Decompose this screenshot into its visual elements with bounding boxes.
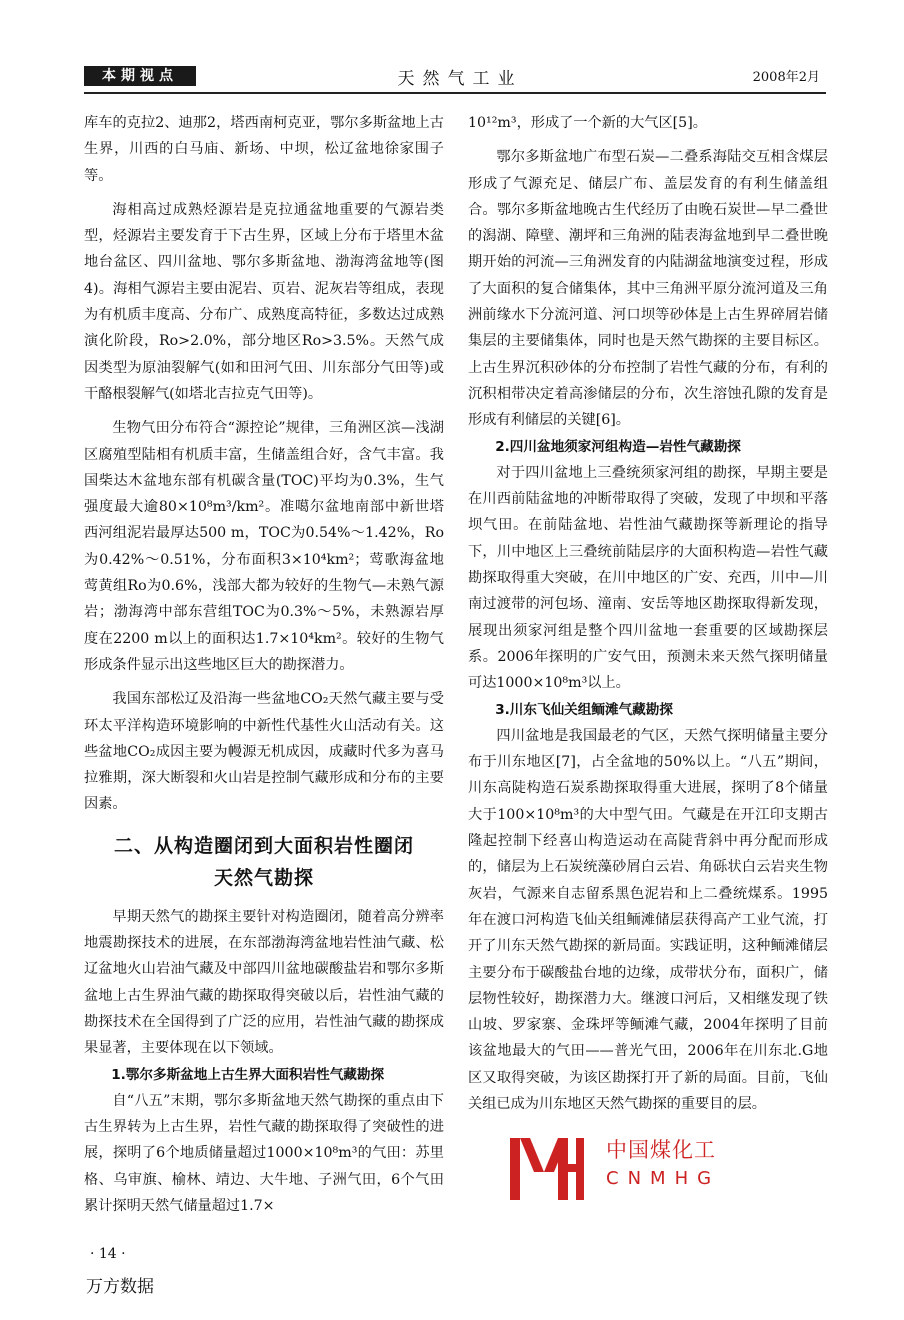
watermark-name: 中国煤化工	[606, 1134, 716, 1164]
section-heading-line: 二、从构造圈闭到大面积岩性圈闭	[113, 834, 414, 857]
subsection-heading: 1.鄂尔多斯盆地上古生界大面积岩性气藏勘探	[111, 1066, 385, 1083]
paragraph: 早期天然气的勘探主要针对构造圈闭，随着高分辨率地震勘探技术的进展，在东部渤海湾盆地岩性油气藏、松辽盆地火山岩油气藏及中部四川盆地碳酸盐岩和鄂尔多斯盆地上古生界油气藏的勘探取得突破以后，岩性油气藏的勘探技术在全国得到了广泛的应用，岩性油气藏的勘探成果显著，主要体现在以下领域。	[84, 908, 444, 1057]
subsection-heading: 3.川东飞仙关组鲕滩气藏勘探	[495, 701, 673, 718]
section-heading-line: 天然气勘探	[213, 866, 314, 889]
paragraph: 鄂尔多斯盆地广布型石炭—二叠系海陆交互相含煤层形成了气源充足、储层广布、盖层发育的有利生储盖组合。鄂尔多斯盆地晚古生代经历了由晚石炭世—早二叠世的潟湖、障壁、潮坪和三角洲的陆表海盆地到早二叠世晚期开始的河流—三角洲发育的内陆湖盆地演变过程，形成了大面积的复合储集体，其中三角洲平原分流河道及三角洲前缘水下分流河道、河口坝等砂体是上古生界碎屑岩储集层的主要储集体，同时也是天然气勘探的主要目标区。上古生界沉积砂体的分布控制了岩性气藏的分布，有利的沉积相带决定着高渗储层的分布，次生溶蚀孔隙的发育是形成有利储层的关键[6]。	[468, 149, 828, 429]
paragraph: 10¹²m³，形成了一个新的大气区[5]。	[468, 115, 707, 131]
left-column	[84, 110, 444, 1219]
paragraph: 海相高过成熟烃源岩是克拉通盆地重要的气源岩类型，烃源岩主要发育于下古生界，区域上分布于塔里木盆地台盆区、四川盆地、鄂尔多斯盆地、渤海湾盆地等(图4)。海相气源岩主要由泥岩、页岩、泥灰岩等组成，表现为有机质丰度高、分布广、成熟度高特征，多数达过成熟演化阶段，Ro>2.0%，部分地区Ro>3.5%。天然气成因类型为原油裂解气(如和田河气田、川东部分气田等)或干酪根裂解气(如塔北吉拉克气田等)。	[84, 201, 444, 402]
watermark-abbr: CNMHG	[606, 1168, 721, 1189]
subsection-heading: 2.四川盆地须家河组构造—岩性气藏勘探	[495, 438, 741, 455]
right-column	[468, 110, 828, 1117]
watermark-logo	[506, 1134, 822, 1204]
mh-logo-icon	[506, 1134, 596, 1204]
paragraph: 对于四川盆地上三叠统须家河组的勘探，早期主要是在川西前陆盆地的冲断带取得了突破，发现了中坝和平落坝气田。在前陆盆地、岩性油气藏勘探等新理论的指导下，川中地区上三叠统前陆层序的大面积构造—岩性气藏勘探取得重大突破，在川中地区的广安、充西，川中—川南过渡带的河包场、潼南、安岳等地区勘探取得新发现，展现出须家河组是整个四川盆地一套重要的区域勘探层系。2006年探明的广安气田，预测未来天然气探明储量可达1000×10⁸m³以上。	[468, 464, 828, 692]
paragraph: 生物气田分布符合“源控论”规律，三角洲区滨—浅湖区腐殖型陆相有机质丰富，生储盖组合好，含气丰富。我国柴达木盆地东部有机碳含量(TOC)平均为0.3%，生气强度最大逾80×10⁸m³/km²。准噶尔盆地南部中新世塔西河组泥岩最厚达500 m，TOC为0.54%～1.42%，Ro为0.42%～0.51%，分布面积3×10⁴km²；莺歌海盆地莺黄组Ro为0.6%，浅部大都为较好的生物气—未熟气源岩；渤海湾中部东营组TOC为0.3%～5%，未熟源岩厚度在2200 m以上的面积达1.7×10⁴km²。较好的生物气形成条件显示出这些地区巨大的勘探潜力。	[84, 420, 444, 673]
page-number: · 14 ·	[90, 1246, 126, 1262]
paragraph: 我国东部松辽及沿海一些盆地CO₂天然气藏主要与受环太平洋构造环境影响的中新性代基性火山活动有关。这些盆地CO₂成因主要为幔源无机成因，成藏时代多为喜马拉雅期，深大断裂和火山岩是控制气藏形成和分布的主要因素。	[84, 691, 444, 813]
paragraph: 自“八五”末期，鄂尔多斯盆地天然气勘探的重点由下古生界转为上古生界，岩性气藏的勘探取得了突破性的进展，探明了6个地质储量超过1000×10⁸m³的气田：苏里格、乌审旗、榆林、靖边、大牛地、子洲气田，6个气田累计探明天然气储量超过1.7×	[84, 1092, 444, 1214]
journal-title: 天然气工业	[397, 69, 523, 89]
source-label: 万方数据	[86, 1277, 154, 1297]
paragraph: 库车的克拉2、迪那2，塔西南柯克亚，鄂尔多斯盆地上古生界，川西的白马庙、新场、中坝，松辽盆地徐家围子等。	[84, 115, 444, 184]
section-tag: 本期视点	[84, 66, 196, 86]
header-divider	[84, 92, 826, 94]
paragraph: 四川盆地是我国最老的气区，天然气探明储量主要分布于川东地区[7]，占全盆地的50%以上。“八五”期间，川东高陡构造石炭系勘探取得重大进展，探明了8个储量大于100×10⁸m³的大中型气田。气藏是在开江印支期古隆起控制下经喜山构造运动在高陡背斜中再分配而形成的，储层为上石炭统藻砂屑白云岩、角砾状白云岩夹生物灰岩，气源来自志留系黑色泥岩和上二叠统煤系。1995年在渡口河构造飞仙关组鲕滩储层获得高产工业气流，打开了川东天然气勘探的新局面。实践证明，这种鲕滩储层主要分布于碳酸盐台地的边缘，成带状分布，面积广，储层物性较好，勘探潜力大。继渡口河后，又相继发现了铁山坡、罗家寨、金珠坪等鲕滩气藏，2004年探明了目前该盆地最大的气田——普光气田，2006年在川东北.G地区又取得突破，为该区勘探打开了新的局面。目前，飞仙关组已成为川东地区天然气勘探的重要目的层。	[468, 727, 828, 1112]
section-heading	[84, 830, 444, 894]
issue-date: 2008年2月	[752, 70, 820, 85]
